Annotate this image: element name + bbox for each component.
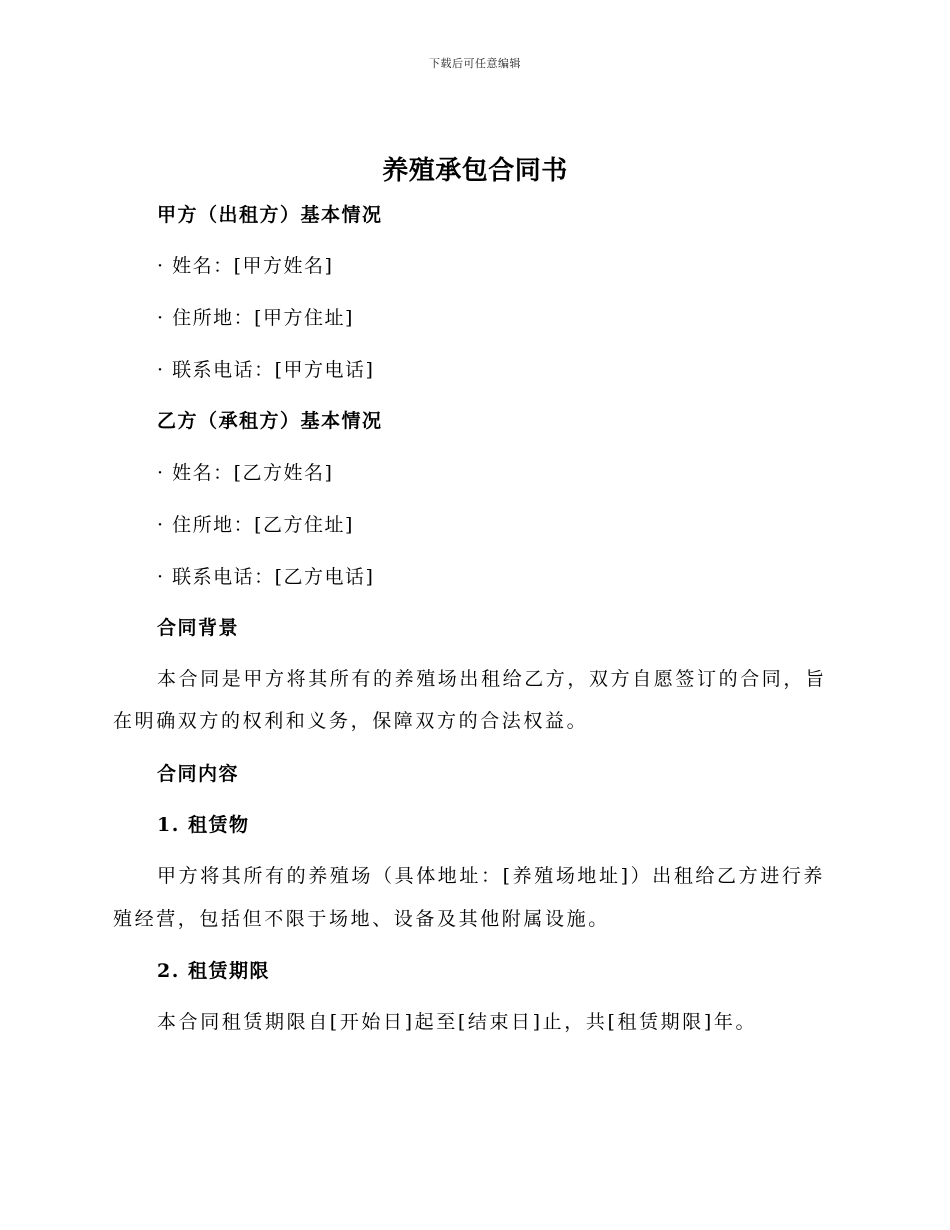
party-a-address: · 住所地：[甲方住址]: [157, 307, 354, 329]
party-b-heading: 乙方（承租方）基本情况: [157, 410, 383, 432]
section-1-heading: 1. 租赁物: [157, 814, 250, 836]
party-a-heading: 甲方（出租方）基本情况: [157, 204, 383, 226]
header-note: 下载后可任意编辑: [429, 57, 521, 70]
background-heading: 合同背景: [157, 617, 240, 639]
section-1-paragraph-line-2: 殖经营，包括但不限于场地、设备及其他附属设施。: [113, 908, 610, 930]
party-b-phone: · 联系电话：[乙方电话]: [157, 566, 375, 588]
section-1-paragraph-line-1: 甲方将其所有的养殖场（具体地址：[养殖场地址]）出租给乙方进行养: [157, 865, 826, 887]
section-2-paragraph-line-1: 本合同租赁期限自[开始日]起至[结束日]止，共[租赁期限]年。: [157, 1011, 758, 1033]
party-b-address: · 住所地：[乙方住址]: [157, 514, 354, 536]
party-a-phone: · 联系电话：[甲方电话]: [157, 359, 375, 381]
document-title: 养殖承包合同书: [382, 156, 568, 186]
content-heading: 合同内容: [157, 763, 240, 785]
section-2-heading: 2. 租赁期限: [157, 960, 270, 982]
background-paragraph-line-1: 本合同是甲方将其所有的养殖场出租给乙方，双方自愿签订的合同，旨: [157, 668, 827, 690]
party-b-name: · 姓名：[乙方姓名]: [157, 462, 334, 484]
party-a-name: · 姓名：[甲方姓名]: [157, 255, 334, 277]
background-paragraph-line-2: 在明确双方的权利和义务，保障双方的合法权益。: [113, 710, 589, 732]
